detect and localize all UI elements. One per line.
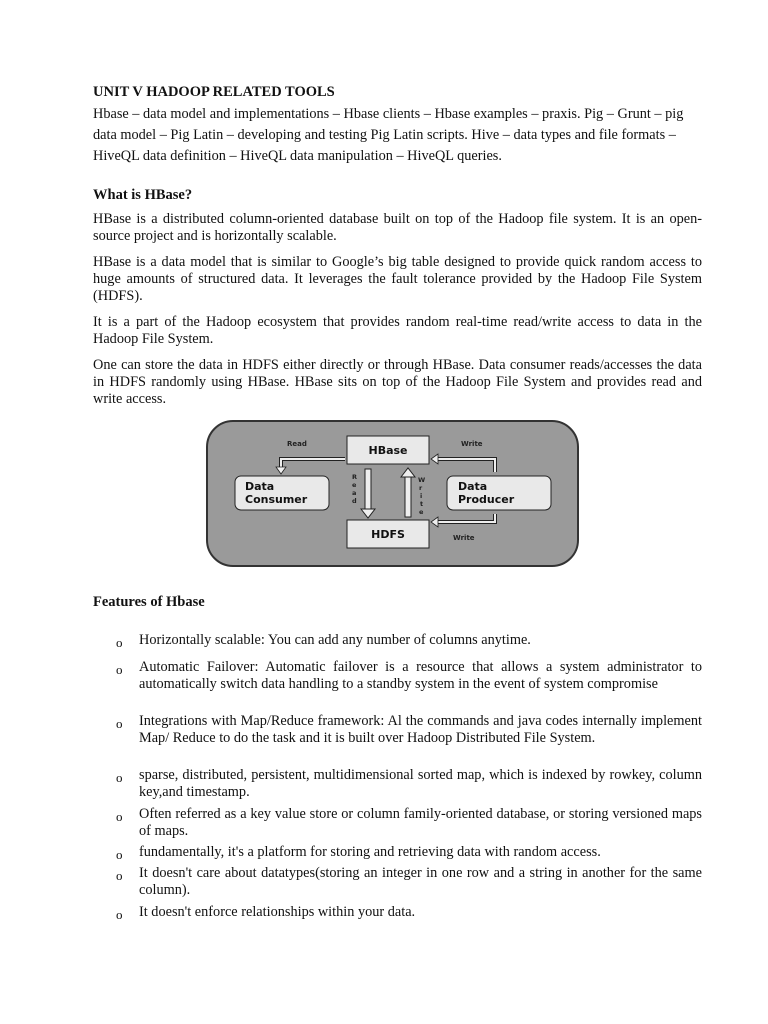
bullet-marker: o: [116, 809, 123, 824]
data-consumer-label-line1: Data: [245, 480, 275, 493]
list-item-text: Horizontally scalable: You can add any number of columns anytime.: [139, 632, 531, 648]
bullet-marker: o: [116, 662, 123, 677]
section-heading-what-is-hbase: What is HBase?: [93, 187, 193, 203]
syllabus-paragraph: Hbase – data model and implementations – Hbase clients – Hbase examples – praxis. Pig – Grunt – pig data model – Pig Latin – developing and testing Pig Latin scripts. Hive – data types and file formats – HiveQL data definition – HiveQL data manipulation – HiveQL queries.: [93, 106, 684, 164]
list-item-text: It doesn't care about datatypes(storing an integer in one row and a string in another for the same column).: [139, 865, 702, 898]
list-item-text: Often referred as a key value store or column family-oriented database, or storing versioned maps of maps.: [139, 806, 702, 839]
bullet-marker: o: [116, 770, 123, 785]
write-vertical-letter: W: [418, 476, 426, 484]
list-item-text: sparse, distributed, persistent, multidimensional sorted map, which is indexed by rowkey, column key,and timestamp.: [139, 767, 702, 800]
list-item-text: fundamentally, it's a platform for storing and retrieving data with random access.: [139, 844, 601, 860]
list-item-text: It doesn't enforce relationships within your data.: [139, 904, 416, 920]
paragraph: HBase is a data model that is similar to Google’s big table designed to provide quick random access to huge amounts of structured data. It leverages the fault tolerance provided by the Hadoop File System (HDFS).: [93, 254, 702, 304]
read-top-label: Read: [287, 440, 307, 448]
data-producer-label-line2: Producer: [458, 493, 515, 506]
list-item-text: Automatic Failover: Automatic failover is a resource that allows a system administrator to automatically switch data handling to a standby system in the event of system compromise: [139, 659, 702, 692]
paragraph: HBase is a distributed column-oriented database built on top of the Hadoop file system. It is an open-source project and is horizontally scalable.: [93, 211, 702, 244]
write-vertical-letter: i: [420, 492, 423, 500]
write-vertical-letter: t: [420, 500, 424, 508]
write-bottom-label: Write: [453, 534, 475, 542]
hbase-architecture-diagram: [205, 419, 580, 568]
paragraph: It is a part of the Hadoop ecosystem that provides random real-time read/write access to data in the Hadoop File System.: [93, 314, 702, 347]
unit-title: UNIT V HADOOP RELATED TOOLS: [93, 84, 335, 100]
data-producer-label-line1: Data: [458, 480, 488, 493]
write-vertical-letter: e: [419, 508, 424, 516]
paragraph: One can store the data in HDFS either directly or through HBase. Data consumer reads/accesses the data in HDFS randomly using HBase. HBase sits on top of the Hadoop File System and provides read and write access.: [93, 357, 702, 407]
section-heading-features: Features of Hbase: [93, 594, 205, 610]
read-vertical-letter: a: [352, 489, 357, 497]
write-vertical-letter: r: [419, 484, 423, 492]
hdfs-label: HDFS: [371, 528, 405, 541]
bullet-marker: o: [116, 847, 123, 862]
bullet-marker: o: [116, 635, 123, 650]
read-vertical-letter: d: [352, 497, 357, 505]
write-top-label: Write: [461, 440, 483, 448]
list-item-text: Integrations with Map/Reduce framework: Al the commands and java codes internally implement Map/ Reduce to do the task and it is built over Hadoop Distributed File System.: [139, 713, 702, 746]
hbase-label: HBase: [368, 444, 408, 457]
data-consumer-label-line2: Consumer: [245, 493, 308, 506]
read-vertical-arrow: [365, 469, 371, 509]
bullet-marker: o: [116, 868, 123, 883]
write-vertical-arrow: [405, 477, 411, 517]
bullet-marker: o: [116, 716, 123, 731]
bullet-marker: o: [116, 907, 123, 922]
read-vertical-letter: e: [352, 481, 357, 489]
read-vertical-letter: R: [352, 473, 358, 481]
